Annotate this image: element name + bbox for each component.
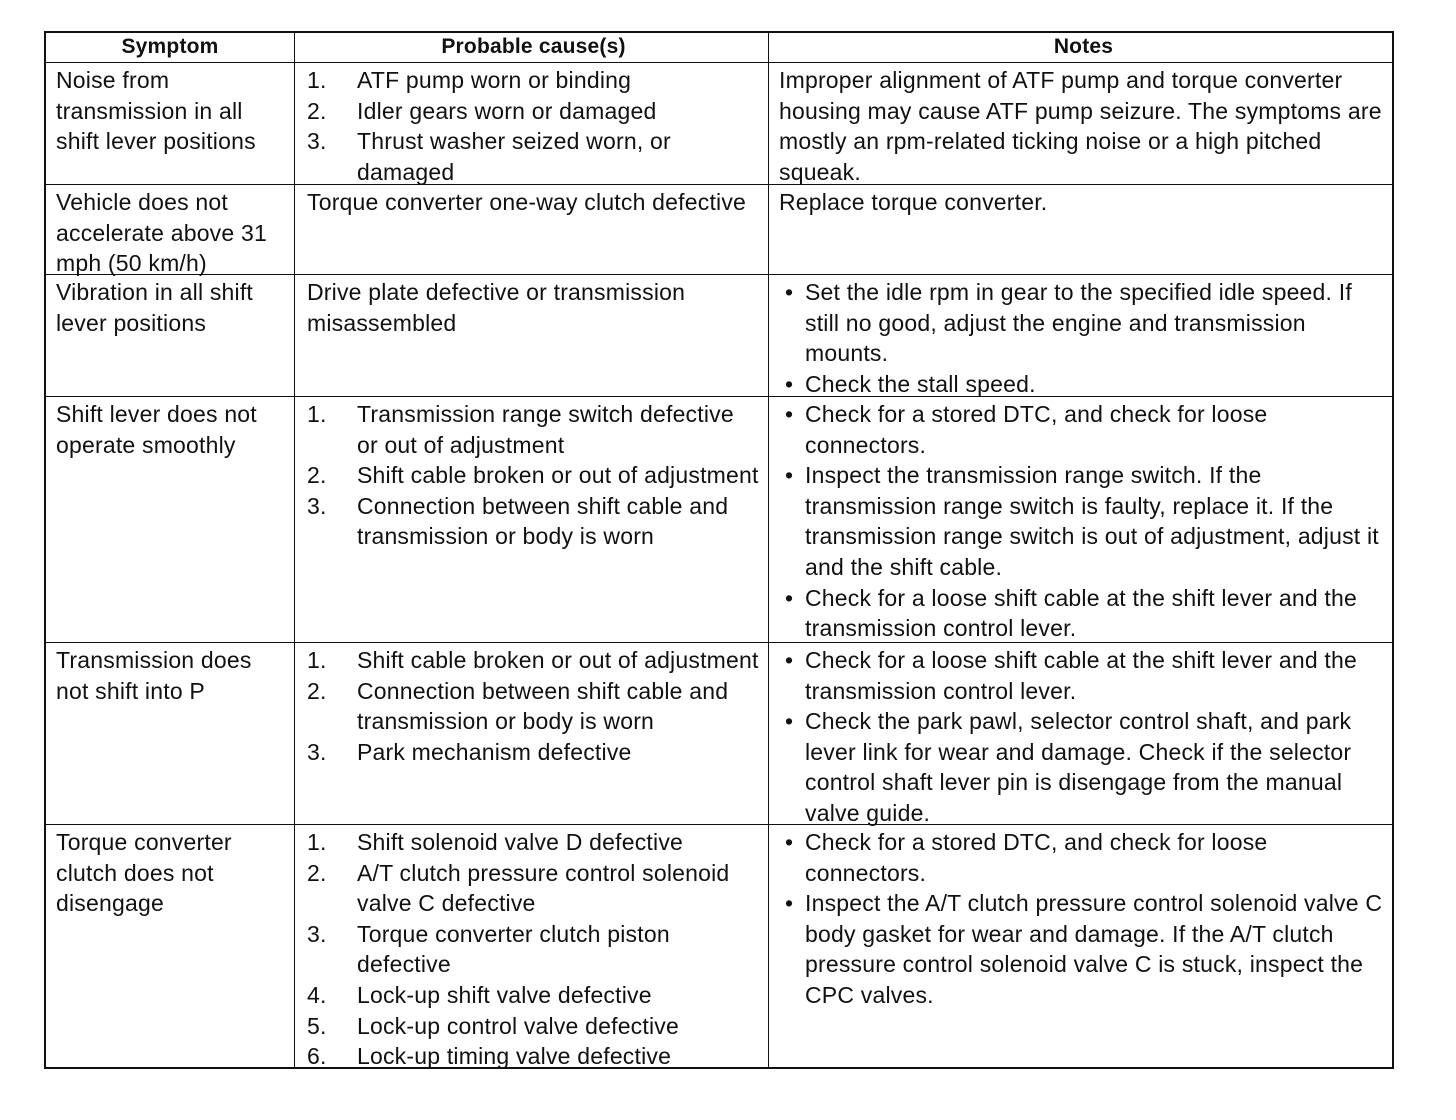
cause-text: Idler gears worn or damaged (357, 97, 657, 124)
note-text: Check for a stored DTC, and check for loose connectors. (805, 829, 1268, 886)
note-item (779, 399, 1388, 460)
symptom-cell: Vehicle does not accelerate above 31 mph (50 km/h) (56, 189, 267, 277)
cause-item (307, 126, 760, 187)
bullet-icon: • (785, 370, 794, 397)
notes-list (779, 645, 1388, 829)
header-symptom: Symptom (121, 35, 219, 58)
note-item (779, 706, 1388, 828)
cause-item (307, 737, 760, 768)
cause-list (307, 645, 760, 767)
bullet-icon: • (785, 890, 794, 917)
cause-item (307, 858, 760, 919)
bullet-icon: • (785, 584, 794, 611)
table-row (46, 642, 1392, 824)
cause-text: Transmission range switch defective or out of adjustment (357, 401, 734, 458)
table-row (46, 62, 1392, 184)
cause-text: Torque converter clutch piston defective (357, 920, 670, 978)
bullet-icon: • (785, 462, 794, 489)
header-probable-causes: Probable cause(s) (294, 33, 768, 62)
cause-number: 6. (307, 1043, 327, 1070)
note-item (779, 460, 1388, 582)
cause-text: Shift cable broken or out of adjustment (357, 462, 759, 489)
cause-number: 1. (307, 401, 327, 427)
cause-number: 3. (307, 128, 327, 155)
note-item (779, 888, 1388, 1010)
cause-text: Connection between shift cable and transmission or body is worn (357, 492, 729, 550)
cause-number: 2. (307, 859, 327, 886)
cause-item (307, 676, 760, 737)
cause-item (307, 65, 760, 96)
note-item (779, 369, 1388, 400)
cause-item (307, 491, 760, 552)
cause-number: 5. (307, 1012, 327, 1039)
bullet-icon: • (785, 401, 794, 427)
note-text: Set the idle rpm in gear to the specified idle speed. If still no good, adjust the engine and transmission mounts. (805, 279, 1352, 367)
cause-item (307, 1041, 760, 1072)
note-item (779, 277, 1388, 369)
cause-text: Park mechanism defective (357, 738, 632, 765)
header-notes: Notes (768, 33, 1394, 62)
cause-number: 2. (307, 462, 327, 489)
notes-list (779, 277, 1388, 399)
symptom-cell: Transmission does not shift into P (56, 647, 252, 704)
symptom-cell: Noise from transmission in all shift lever positions (56, 67, 256, 155)
cause-number: 1. (307, 829, 327, 855)
troubleshooting-table (44, 31, 1394, 1069)
note-text: Check for a loose shift cable at the shift lever and the transmission control lever. (805, 647, 1358, 704)
cause-list (307, 399, 760, 552)
cause-item (307, 460, 760, 491)
cause-number: 3. (307, 920, 327, 947)
cause-item (307, 96, 760, 127)
cause-text: ATF pump worn or binding (357, 67, 632, 93)
cause-text: Connection between shift cable and transmission or body is worn (357, 677, 729, 735)
notes-cell: Improper alignment of ATF pump and torque converter housing may cause ATF pump seizure. The symptoms are mostly an rpm-related ticking noise or a high pitched squeak. (768, 63, 1394, 184)
notes-cell: Replace torque converter. (768, 185, 1394, 274)
note-text: Inspect the transmission range switch. If the transmission range switch is faulty, replace it. If the transmission range switch is out of adjustment, adjust it and the shift cable. (805, 462, 1379, 580)
cause-cell: Drive plate defective or transmission misassembled (294, 275, 768, 396)
cause-item (307, 827, 760, 858)
notes-list (779, 399, 1388, 644)
cause-list (307, 65, 760, 187)
bullet-icon: • (785, 647, 794, 673)
symptom-cell: Vibration in all shift lever positions (56, 279, 254, 336)
cause-text: Lock-up timing valve defective (357, 1043, 672, 1070)
cause-number: 1. (307, 67, 327, 93)
notes-cell (768, 275, 1394, 396)
cause-text: Lock-up control valve defective (357, 1012, 679, 1039)
note-text: Check the stall speed. (805, 370, 1036, 397)
cause-item (307, 919, 760, 980)
cause-cell (294, 643, 768, 824)
cause-cell (294, 397, 768, 642)
cause-number: 3. (307, 492, 327, 519)
notes-cell (768, 825, 1394, 1069)
cause-text: Lock-up shift valve defective (357, 981, 652, 1008)
cause-number: 2. (307, 677, 327, 704)
cause-item (307, 1011, 760, 1042)
note-item (779, 827, 1388, 888)
note-text: Inspect the A/T clutch pressure control solenoid valve C body gasket for wear and damage. If the A/T clutch pressure control solenoid valve C is stuck, inspect the CPC valves. (805, 890, 1383, 1008)
cause-text: Shift cable broken or out of adjustment (357, 647, 759, 673)
cause-number: 2. (307, 97, 327, 124)
table-row (46, 824, 1392, 1069)
cause-item (307, 645, 760, 676)
table-row (46, 184, 1392, 277)
cause-text: Shift solenoid valve D defective (357, 829, 684, 855)
notes-cell (768, 397, 1394, 642)
symptom-cell: Torque converter clutch does not disengage (56, 829, 232, 917)
cause-cell (294, 825, 768, 1069)
note-item (779, 583, 1388, 644)
cause-list (307, 827, 760, 1072)
cause-cell (294, 63, 768, 184)
bullet-icon: • (785, 829, 794, 855)
cause-item (307, 980, 760, 1011)
bullet-icon: • (785, 708, 794, 735)
notes-cell (768, 643, 1394, 824)
notes-list (779, 827, 1388, 1011)
cause-text: A/T clutch pressure control solenoid valve C defective (357, 859, 730, 917)
note-text: Check the park pawl, selector control shaft, and park lever link for wear and damage. Check if the selector control shaft lever pin is disengage from the manual valve guide. (805, 708, 1352, 826)
note-text: Check for a stored DTC, and check for loose connectors. (805, 401, 1268, 458)
cause-item (307, 399, 760, 460)
cause-number: 3. (307, 738, 327, 765)
bullet-icon: • (785, 279, 794, 305)
cause-cell: Torque converter one-way clutch defective (294, 185, 768, 274)
cause-text: Thrust washer seized worn, or damaged (357, 128, 671, 185)
table-row (46, 396, 1392, 642)
note-item (779, 645, 1388, 706)
table-header-row (46, 33, 1392, 62)
table-row (46, 274, 1392, 396)
cause-number: 1. (307, 647, 327, 673)
symptom-cell: Shift lever does not operate smoothly (56, 401, 257, 458)
note-text: Check for a loose shift cable at the shift lever and the transmission control lever. (805, 584, 1358, 642)
cause-number: 4. (307, 981, 327, 1008)
